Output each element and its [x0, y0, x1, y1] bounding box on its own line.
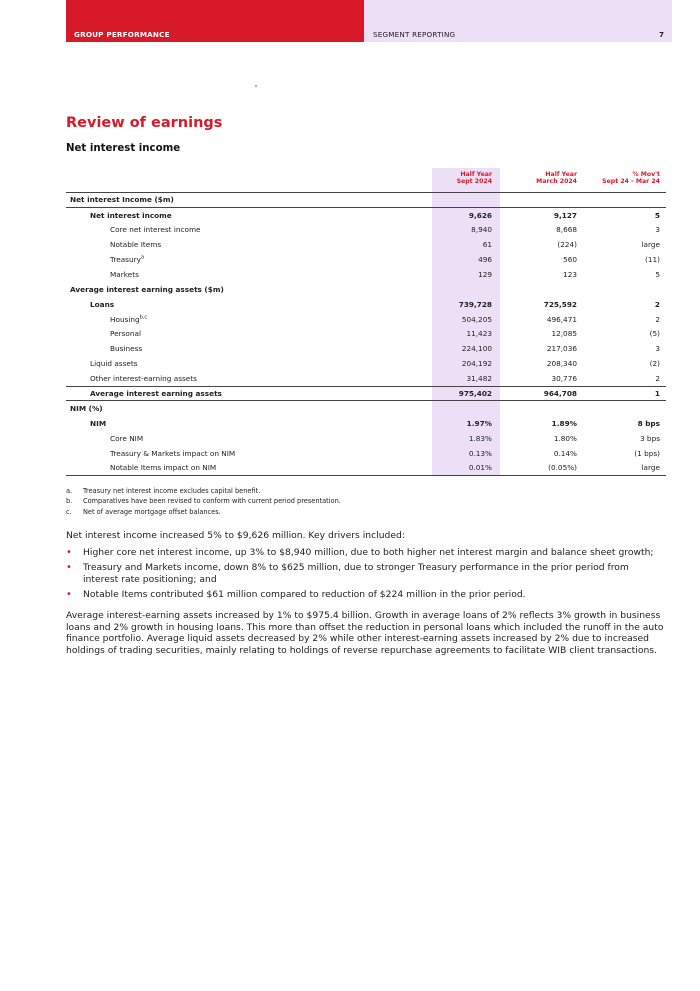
row-label: [66, 386, 432, 401]
row-label: [66, 222, 432, 237]
row-label-text: Net interest income: [90, 210, 172, 220]
value-c2: (0.05%): [500, 461, 585, 476]
bullet-item: [66, 589, 666, 601]
value-c3: (5): [649, 329, 660, 339]
value-c3: 3 bps: [639, 433, 660, 443]
value-c2: (224): [557, 240, 577, 250]
footnote-letter: b.: [66, 497, 73, 506]
data-table: [66, 192, 666, 476]
value-c2: 217,036: [546, 344, 577, 354]
row-label-text: Treasury: [110, 255, 141, 264]
footnote-reference: b,c: [139, 314, 148, 321]
table-row: [66, 416, 666, 431]
table-row: [66, 386, 666, 401]
value-c2: 1.89%: [551, 418, 577, 428]
row-label-text: Average interest earning assets ($m): [70, 284, 224, 294]
commentary: [66, 530, 666, 661]
bullet-item: [66, 547, 666, 559]
page-number: 7: [658, 30, 664, 39]
table-row: [66, 282, 666, 297]
footnote: [66, 486, 666, 496]
column-header-prior-line2: March 2024: [536, 178, 577, 186]
table-row: [66, 446, 666, 461]
table-row: [66, 356, 666, 371]
page-header: [66, 0, 672, 42]
value-c2: 9,127: [553, 210, 577, 220]
table-row: [66, 267, 666, 282]
footnote-letter: a.: [66, 487, 73, 495]
row-label-text: Housing: [110, 314, 140, 324]
row-label: [66, 416, 432, 431]
value-c1: 9,626: [432, 207, 500, 222]
row-label-text: Notable Items impact on NIM: [110, 463, 217, 473]
value-c2: 560: [563, 255, 577, 264]
value-c1: 496: [432, 252, 500, 267]
value-c1: 31,482: [432, 371, 500, 386]
row-label: [66, 252, 432, 267]
row-label-text: NIM: [90, 418, 107, 428]
row-label: [66, 371, 432, 386]
table-row: [66, 401, 666, 416]
footnote: [66, 507, 666, 517]
column-header-current: [432, 171, 492, 186]
intro-paragraph: Net interest income increased 5% to $9,626 million. Key drivers included:: [66, 530, 405, 541]
table-row: [66, 327, 666, 342]
stray-mark: [255, 85, 257, 87]
value-c1: [432, 282, 500, 297]
row-label: [66, 207, 432, 222]
row-label-text: Other interest-earning assets: [90, 373, 197, 383]
footnote-reference: a: [140, 254, 145, 261]
value-c1: 224,100: [432, 341, 500, 356]
value-c3: 3: [655, 225, 660, 235]
value-c1: 204,192: [432, 356, 500, 371]
row-label: [66, 282, 432, 297]
value-c3: 2: [655, 314, 660, 324]
row-label: [66, 356, 432, 371]
value-c2: [500, 401, 585, 416]
table-column-headers: [66, 168, 666, 192]
value-c1: 739,728: [432, 297, 500, 312]
page-title: Review of earnings: [66, 115, 223, 131]
header-subsection-label: SEGMENT REPORTING: [373, 30, 456, 39]
row-label-text: NIM (%): [70, 404, 103, 414]
table-row: [66, 193, 666, 208]
value-c2: 496,471: [546, 314, 577, 324]
column-header-movement-line1: % Mov't: [632, 171, 660, 178]
row-label: [66, 327, 432, 342]
table-row: [66, 371, 666, 386]
bullet-text: Notable Items contributed $61 million compared to reduction of $224 million in the prior period.: [83, 589, 526, 601]
row-label-text: Core net interest income: [110, 225, 201, 235]
row-label: [66, 312, 432, 327]
row-label-text: Loans: [90, 299, 115, 309]
row-label-text: Net interest Income ($m): [70, 195, 174, 205]
column-header-prior-line1: Half Year: [545, 171, 577, 178]
footnote: [66, 496, 666, 506]
net-interest-income-table: [66, 168, 666, 476]
closing-paragraph: Average interest-earning assets increased by 1% to $975.4 billion. Growth in average loans of 2% reflects 3% growth in business loans and 2% growth in housing loans. This more than offset the reduction in personal loans which included the runoff in the auto finance portfolio. Average liquid assets decreased by 2% while other interest-earning assets increased by 2% due to increased holdings of trading securities, mainly relating to holdings of reverse repurchase agreements to facilitate WIB client transactions.: [66, 609, 664, 656]
row-label-text: Average interest earning assets: [90, 389, 222, 399]
row-label: [66, 237, 432, 252]
row-label: [66, 193, 432, 208]
value-c1: [432, 401, 500, 416]
value-c2: 1.80%: [553, 433, 577, 443]
value-c3: 3: [655, 344, 660, 354]
value-c3: (11): [645, 255, 660, 264]
value-c2: 964,708: [500, 386, 585, 401]
table-row: [66, 461, 666, 476]
row-label: [66, 297, 432, 312]
section-subtitle: Net interest income: [66, 143, 181, 154]
bullet-icon: •: [66, 546, 72, 558]
value-c3: 8 bps: [637, 418, 660, 428]
row-label: [66, 401, 432, 416]
value-c3: [585, 401, 666, 416]
column-header-movement: [585, 171, 660, 186]
table-row: [66, 252, 666, 267]
footnote-text: Net of average mortgage offset balances.: [83, 507, 221, 516]
value-c1: [432, 193, 500, 208]
column-header-prior: [500, 171, 577, 186]
value-c2: 30,776: [551, 373, 577, 383]
value-c3: large: [641, 240, 660, 250]
column-header-current-line1: Half Year: [460, 171, 492, 178]
value-c2: 208,340: [546, 359, 577, 369]
table-row: [66, 297, 666, 312]
value-c3: 5: [655, 269, 660, 279]
table-row: [66, 312, 666, 327]
table-row: [66, 207, 666, 222]
row-label: [66, 267, 432, 282]
value-c3: 1: [585, 386, 666, 401]
header-section-band: [66, 0, 364, 42]
bullet-text: Higher core net interest income, up 3% to $8,940 million, due to both higher net interest margin and balance sheet growth;: [83, 546, 654, 558]
bullet-item: [66, 562, 666, 585]
row-label-text: Business: [110, 344, 143, 354]
row-label: [66, 461, 432, 476]
value-c1: 0.13%: [432, 446, 500, 461]
value-c3: large: [585, 461, 666, 476]
column-header-current-line2: Sept 2024: [456, 178, 492, 186]
row-label-text: Markets: [110, 269, 139, 279]
row-label-text: Personal: [110, 329, 142, 339]
bullet-text: Treasury and Markets income, down 8% to $625 million, due to stronger Treasury performance in the prior period from interest rate positioning; and: [83, 562, 629, 585]
row-label-text: Treasury & Markets impact on NIM: [110, 448, 236, 458]
table-row: [66, 237, 666, 252]
column-header-movement-line2: Sept 24 - Mar 24: [602, 178, 660, 186]
value-c3: [585, 282, 666, 297]
value-c2: 123: [563, 269, 577, 279]
value-c3: [585, 193, 666, 208]
footnotes: [66, 486, 666, 517]
value-c1: 1.83%: [432, 431, 500, 446]
value-c1: 61: [432, 237, 500, 252]
value-c2: 8,668: [556, 225, 577, 235]
value-c1: 8,940: [432, 222, 500, 237]
value-c3: (2): [649, 359, 660, 369]
footnote-letter: c.: [66, 507, 72, 516]
value-c2: [500, 282, 585, 297]
header-section-label: GROUP PERFORMANCE: [74, 30, 170, 39]
bullet-icon: •: [66, 589, 72, 601]
value-c2: [500, 193, 585, 208]
bullet-icon: •: [66, 562, 72, 574]
value-c3: 2: [655, 373, 660, 383]
row-label-text: Liquid assets: [90, 359, 138, 369]
value-c1: 11,423: [432, 327, 500, 342]
value-c1: 504,205: [432, 312, 500, 327]
table-row: [66, 222, 666, 237]
footnote-text: Comparatives have been revised to conform with current period presentation.: [83, 497, 341, 506]
value-c1: 0.01%: [432, 461, 500, 476]
value-c2: 12,085: [551, 329, 577, 339]
value-c1: 975,402: [432, 386, 500, 401]
value-c2: 0.14%: [553, 448, 577, 458]
value-c2: 725,592: [543, 299, 577, 309]
value-c3: (1 bps): [634, 448, 660, 458]
value-c1: 129: [432, 267, 500, 282]
value-c1: 1.97%: [432, 416, 500, 431]
row-label: [66, 446, 432, 461]
footnote-text: Treasury net interest income excludes capital benefit.: [83, 487, 261, 495]
table-row: [66, 431, 666, 446]
header-subsection-band: [364, 0, 672, 42]
row-label: [66, 431, 432, 446]
value-c3: 5: [654, 210, 660, 220]
table-row: [66, 341, 666, 356]
row-label-text: Core NIM: [110, 433, 144, 443]
row-label: [66, 341, 432, 356]
row-label-text: Notable Items: [110, 240, 162, 250]
value-c3: 2: [654, 299, 660, 309]
